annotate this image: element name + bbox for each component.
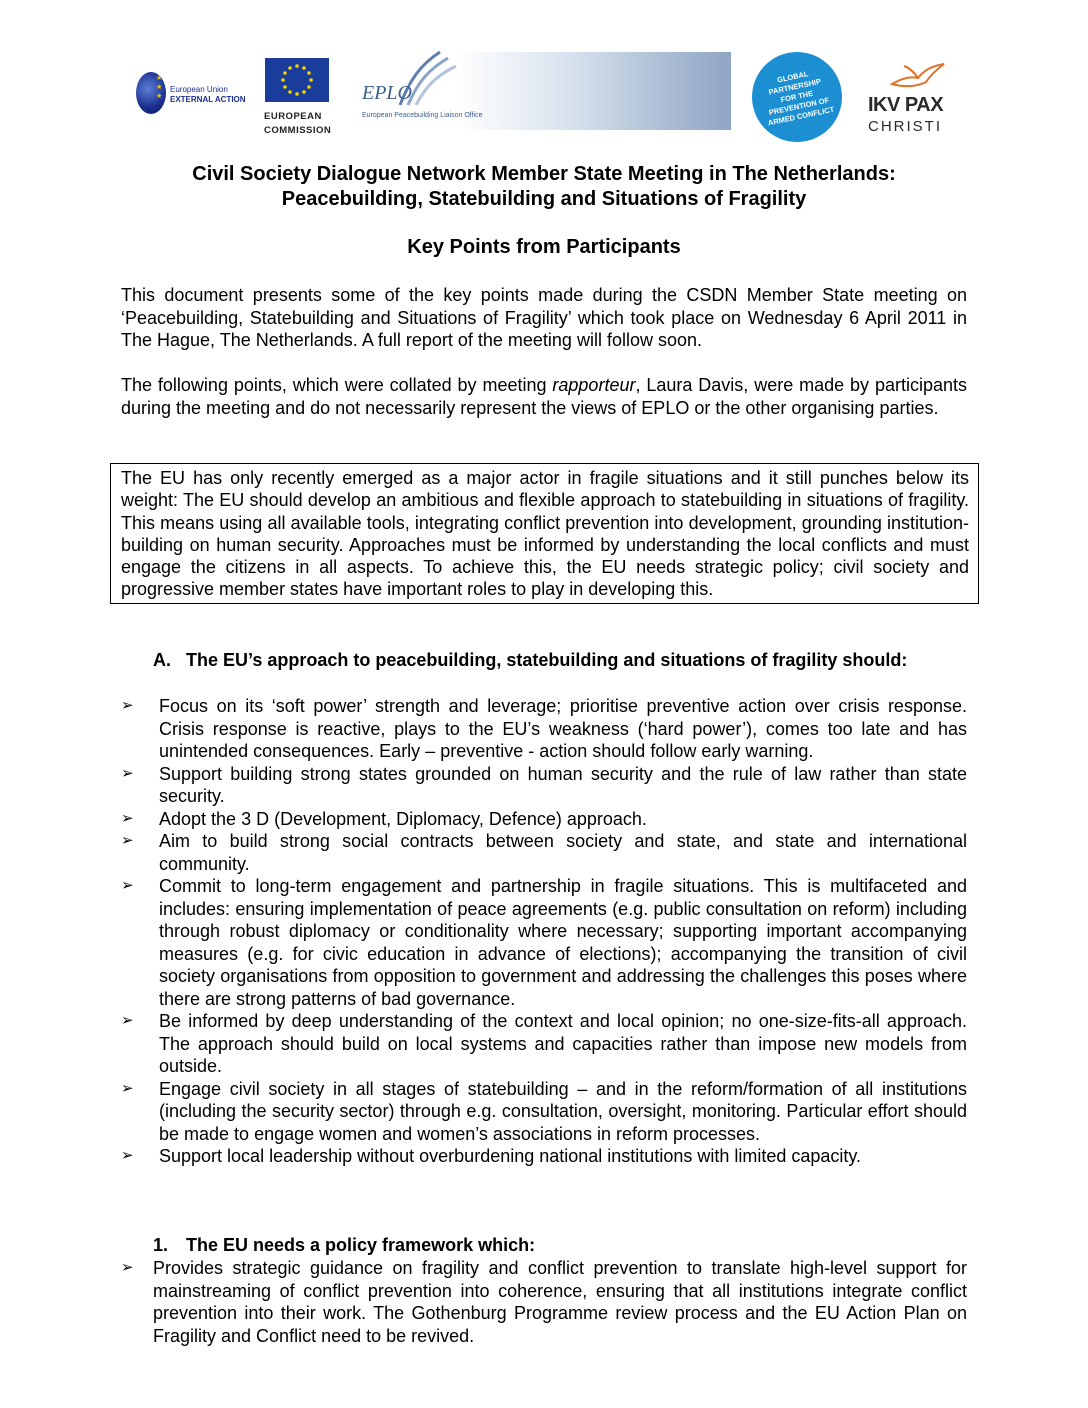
list-item-text: Commit to long-term engagement and partnership in fragile situations. This is multifaceted and includes: ensuring implementation of peace agreements (e.g. public consultation on reform) including through robust diplomacy or conditionality where necessary; supporting important accompanying measures (e.g. for civic education in advance of elections); accompanying the transition of civil society organisations from opposition to government and addressing the challenges this poses where there are strong patterns of bad governance. bbox=[159, 876, 967, 1009]
document-title-line2: Peacebuilding, Statebuilding and Situations of Fragility bbox=[281, 188, 807, 210]
eplo-banner bbox=[457, 52, 731, 130]
list-item-text: Aim to build strong social contracts between society and state, and state and international community. bbox=[159, 831, 967, 874]
eeas-logo-line1: European Union bbox=[170, 85, 228, 94]
arrow-bullet-icon: ➢ bbox=[121, 832, 134, 849]
list-item-text: Focus on its ‘soft power’ strength and leverage; prioritise preventive action over crisis response. Crisis response is reactive, plays to the EU’s weakness (‘hard power’), comes too late and has unintended consequences. Early – preventive - action should follow early warning. bbox=[159, 696, 967, 761]
gppac-logo-text: GLOBAL PARTNERSHIP FOR THE PREVENTION OF ARMED CONFLICT bbox=[767, 69, 836, 128]
list-item-text: Support building strong states grounded on human security and the rule of law rather than state security. bbox=[159, 763, 967, 806]
list-item bbox=[121, 1010, 967, 1078]
section-a-bullet-list bbox=[121, 695, 967, 1168]
gppac-logo bbox=[752, 52, 844, 144]
section-a-label: A. bbox=[153, 650, 171, 670]
eplo-logo bbox=[362, 50, 732, 136]
eplo-logo-subtitle: European Peacebuilding Liaison Office bbox=[362, 112, 483, 119]
arrow-bullet-icon: ➢ bbox=[121, 877, 134, 894]
list-item-text: Provides strategic guidance on fragility and conflict prevention to translate high-level support for mainstreaming of conflict prevention into coherence, ensuring that all institutions integrate conflict prevention into their work. The Gothenburg Programme review process and the EU Action Plan on Fragility and Conflict need to be revived. bbox=[153, 1258, 967, 1346]
list-item bbox=[121, 808, 967, 831]
section-a-heading bbox=[153, 649, 913, 672]
section-a-heading-text: The EU’s approach to peacebuilding, statebuilding and situations of fragility should: bbox=[186, 650, 908, 670]
ikv-logo-line2: CHRISTI bbox=[868, 118, 942, 135]
document-title bbox=[0, 162, 1088, 212]
ikv-logo-line1: IKV PAX bbox=[868, 94, 944, 116]
arrow-bullet-icon: ➢ bbox=[121, 697, 134, 714]
list-item-text: Engage civil society in all stages of statebuilding – and in the reform/formation of all institutions (including the security sector) through e.g. consultation, oversight, monitoring. Particular effort should be made to engage women and women’s associations in reform processes. bbox=[159, 1078, 967, 1144]
eeas-logo-line2: EXTERNAL ACTION bbox=[170, 95, 246, 104]
eplo-logo-name: EPLO bbox=[362, 82, 412, 104]
rapporteur-paragraph bbox=[121, 374, 967, 419]
list-item bbox=[121, 875, 967, 1010]
list-item bbox=[121, 763, 967, 808]
european-commission-logo bbox=[264, 58, 334, 140]
gppac-disc bbox=[752, 52, 842, 142]
arrow-bullet-icon: ➢ bbox=[121, 1079, 134, 1097]
document-subtitle: Key Points from Participants bbox=[407, 236, 681, 258]
summary-box: The EU has only recently emerged as a major actor in fragile situations and it still punches below its weight: The EU should develop an ambitious and flexible approach to statebuilding in situations of fragility. This means using all available tools, integrating conflict prevention into development, grounding institution-building on human security. Approaches must be informed by understanding the local conflicts and must engage the citizens in all aspects. To achieve this, the EU needs strategic policy; civil society and progressive member states have important roles to play in developing this. bbox=[110, 463, 979, 604]
rapporteur-italic: rapporteur bbox=[552, 375, 636, 395]
intro-paragraph: This document presents some of the key points made during the CSDN Member State meeting on ‘Peacebuilding, Statebuilding and Situations of Fragility’ which took place on Wednesday 6 April 2011 in The Hague, The Netherlands. A full report of the meeting will follow soon. bbox=[121, 285, 967, 350]
list-item bbox=[121, 830, 967, 875]
eu-flag-icon bbox=[265, 58, 329, 102]
section-1-label: 1. bbox=[153, 1235, 169, 1255]
list-item bbox=[121, 1257, 967, 1347]
document-title-line1: Civil Society Dialogue Network Member State Meeting in The Netherlands: bbox=[192, 163, 896, 185]
eeas-logo bbox=[136, 70, 256, 118]
list-item bbox=[121, 695, 967, 763]
arrow-bullet-icon: ➢ bbox=[121, 1012, 134, 1029]
section-1-heading-text: The EU needs a policy framework which: bbox=[186, 1235, 536, 1255]
list-item-text: Adopt the 3 D (Development, Diplomacy, Defence) approach. bbox=[159, 808, 647, 829]
dove-icon bbox=[888, 60, 948, 94]
list-item-text: Support local leadership without overburdening national institutions with limited capacity. bbox=[159, 1146, 862, 1166]
ec-logo-text bbox=[264, 110, 332, 138]
list-item bbox=[121, 1145, 967, 1168]
ec-logo-line2: COMMISSION bbox=[264, 125, 332, 136]
ikv-pax-christi-logo bbox=[866, 60, 956, 140]
arrow-bullet-icon: ➢ bbox=[121, 1259, 134, 1276]
arrow-bullet-icon: ➢ bbox=[121, 809, 134, 827]
arrow-bullet-icon: ➢ bbox=[121, 1147, 134, 1164]
rapporteur-text-before: The following points, which were collated by meeting bbox=[121, 375, 553, 395]
rapporteur-text-after: , Laura Davis, were made by participants during the meeting and do not necessarily represent the views of EPLO or the other organising parties. bbox=[121, 375, 967, 418]
logo-strip bbox=[0, 46, 1088, 146]
list-item-text: Be informed by deep understanding of the context and local opinion; no one-size-fits-all approach. The approach should build on local systems and capacities rather than impose new models from outside. bbox=[159, 1011, 967, 1076]
section-1-heading bbox=[153, 1234, 535, 1257]
ec-logo-line1: EUROPEAN bbox=[264, 111, 322, 122]
arrow-bullet-icon: ➢ bbox=[121, 764, 134, 782]
list-item bbox=[121, 1078, 967, 1146]
section-1-bullet-list bbox=[121, 1257, 967, 1347]
eu-stars-icon: ★ ★ ★ bbox=[156, 75, 163, 100]
